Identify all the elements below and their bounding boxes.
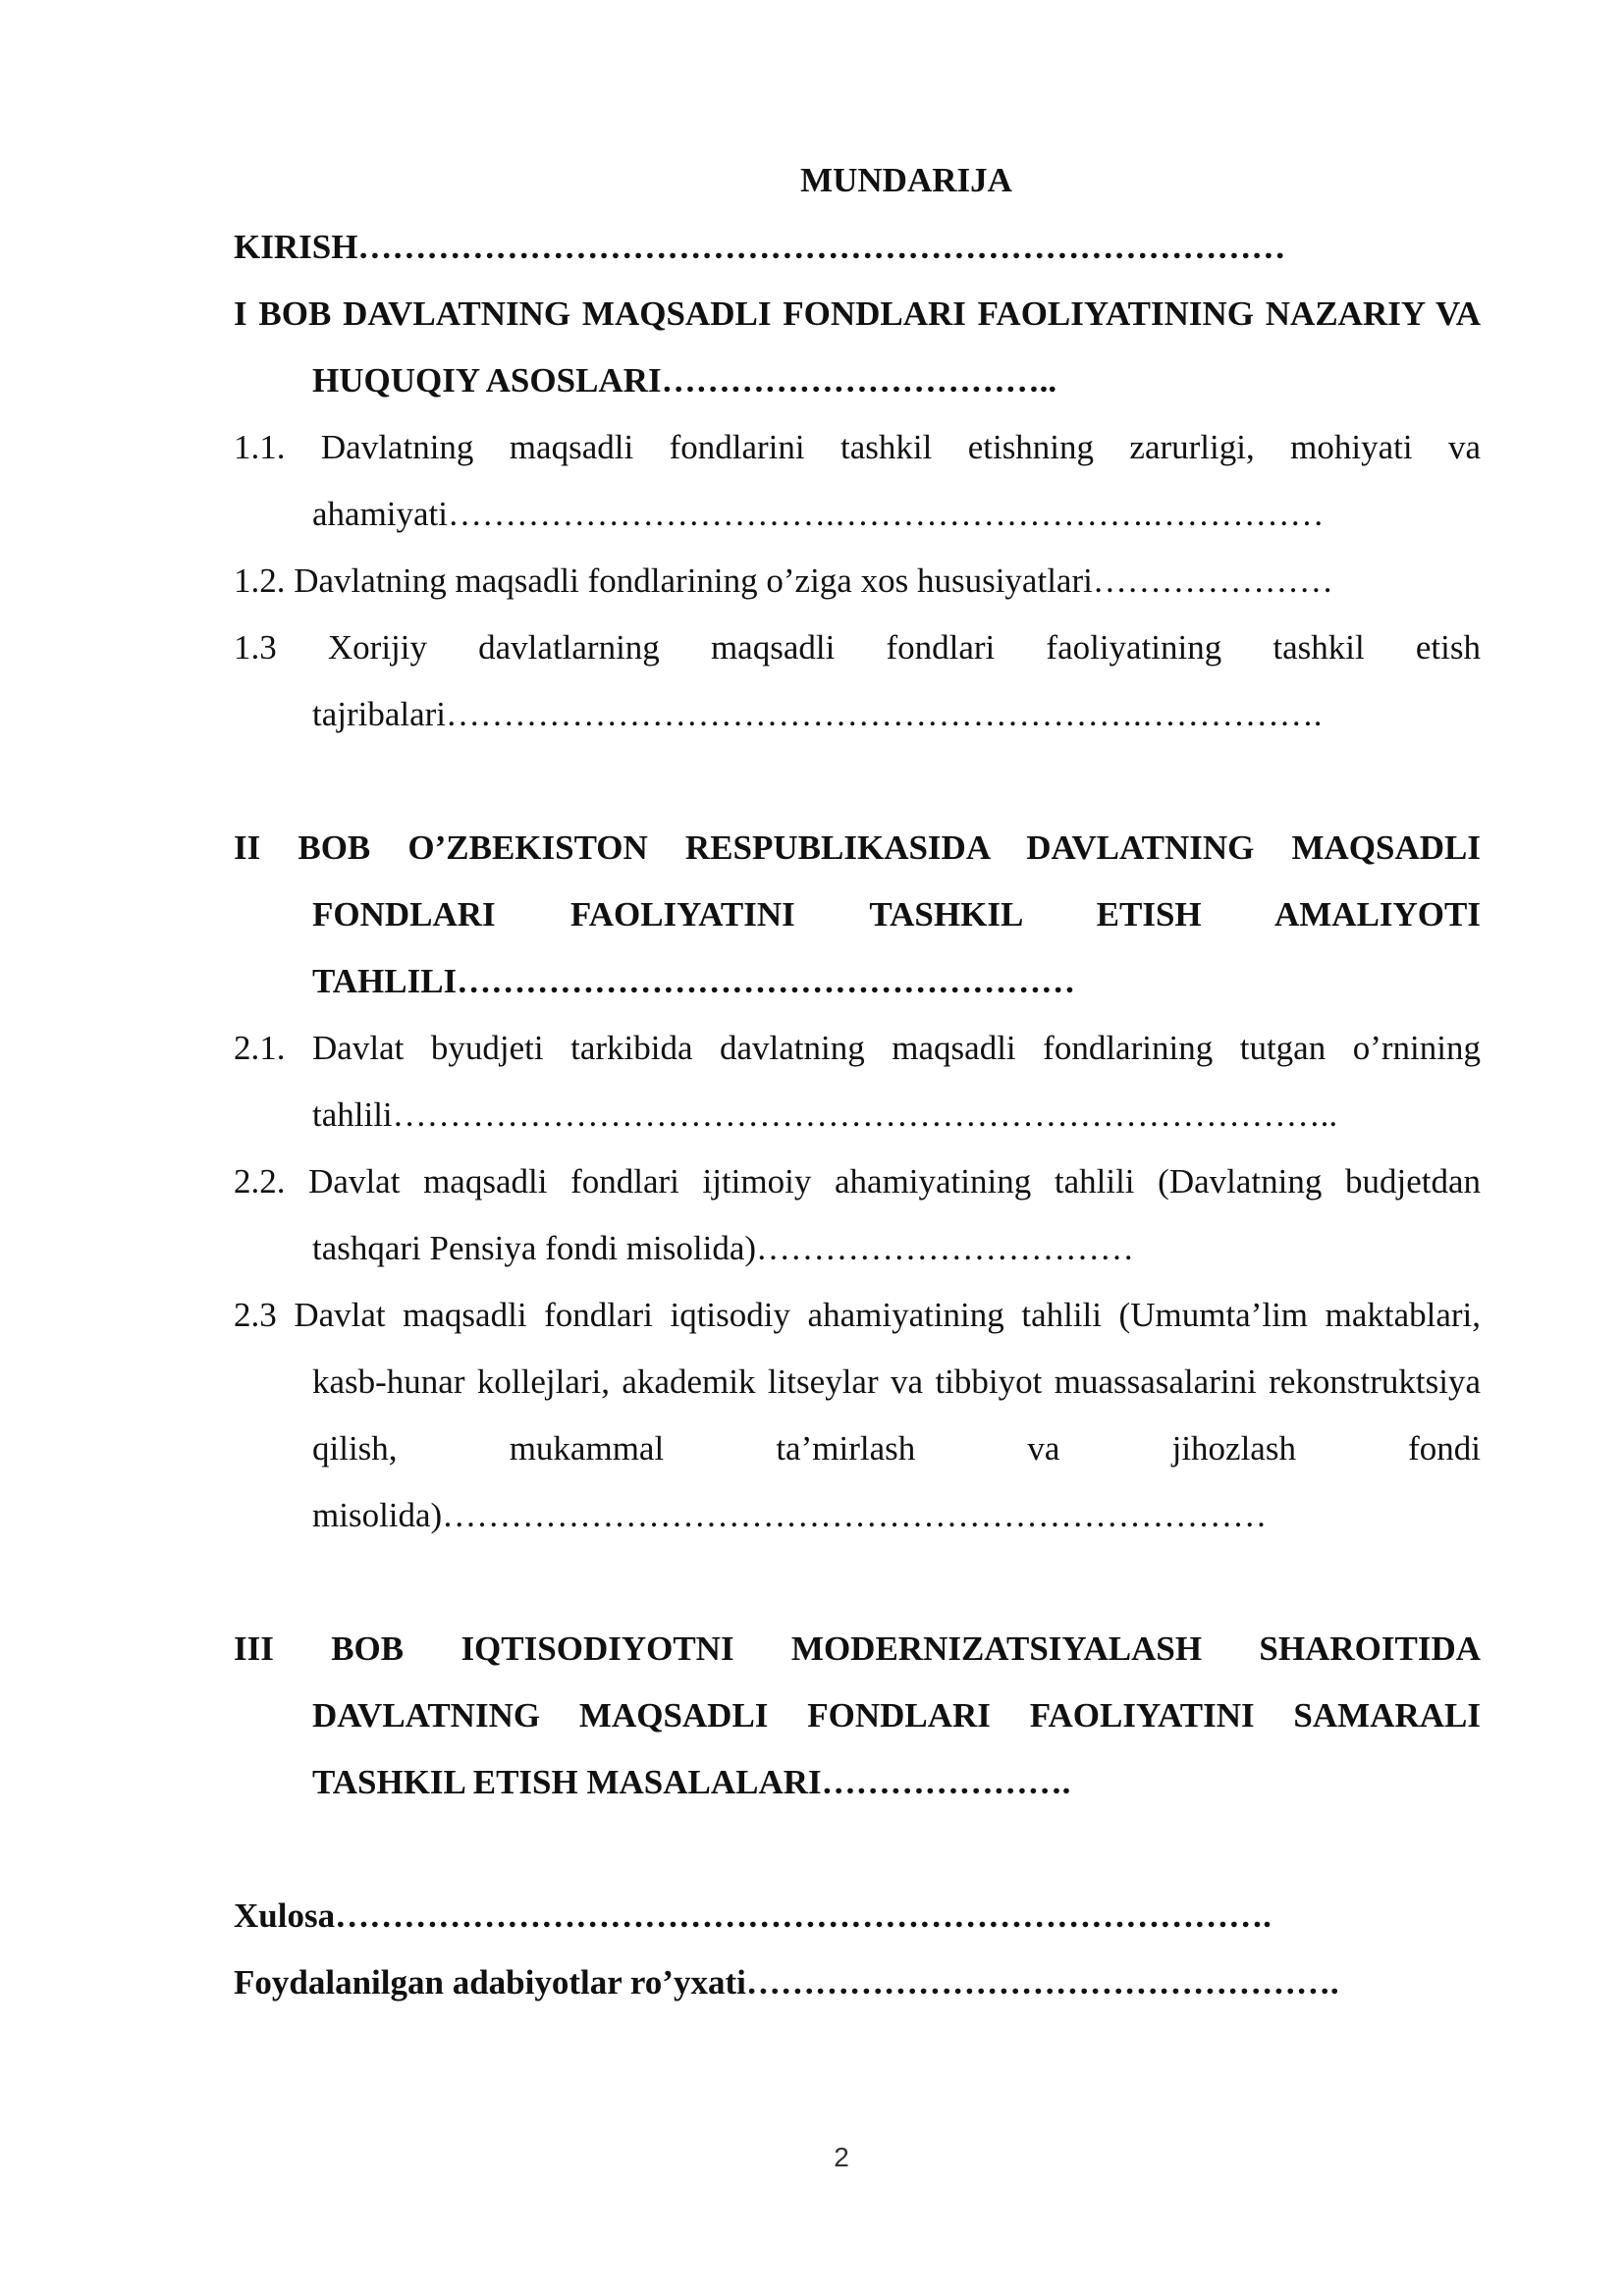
table-of-contents xyxy=(234,147,1481,2016)
section-spacer xyxy=(234,1549,1481,1616)
toc-entry-chapter-1: I BOB DAVLATNING MAQSADLI FONDLARI FAOLIYATINING NAZARIY VA HUQUQIY ASOSLARI…………………………….. xyxy=(234,294,1481,400)
page-number: 2 xyxy=(834,2142,849,2172)
toc-entry-section-1-1: 1.1. Davlatning maqsadli fondlarini tashkil etishning zarurligi, mohiyati va ahamiyati…………………………….……………………….…………… xyxy=(234,428,1481,533)
toc-entry-section-2-2: 2.2. Davlat maqsadli fondlari ijtimoiy ahamiyatining tahlili (Davlatning budjetdan tashqari Pensiya fondi misolida)…………………………… xyxy=(234,1162,1481,1267)
toc-entry-section-1-3: 1.3 Xorijiy davlatlarning maqsadli fondlari faoliyatining tashkil etish tajribalari…………………………………………………….……………. xyxy=(234,628,1481,733)
toc-entry-conclusion: Xulosa………………………………………………………………………. xyxy=(234,1896,1272,1935)
section-spacer xyxy=(234,1816,1481,1883)
toc-entry-bibliography: Foydalanilgan adabiyotlar ro’yxati……………………………………………. xyxy=(234,1963,1339,2002)
toc-title: MUNDARIJA xyxy=(800,161,1012,199)
toc-entry-chapter-3: III BOB IQTISODIYOTNI MODERNIZATSIYALASH SHAROITIDA DAVLATNING MAQSADLI FONDLARI FAOLIYATINI SAMARALI TASHKIL ETISH MASALALARI…………………. xyxy=(234,1629,1481,1801)
toc-entry-chapter-2: II BOB O’ZBEKISTON RESPUBLIKASIDA DAVLATNING MAQSADLI FONDLARI FAOLIYATINI TASHKIL ETISH AMALIYOTI TAHLILI……………………………………………… xyxy=(234,828,1481,1000)
section-spacer xyxy=(234,748,1481,815)
toc-entry-section-2-1: 2.1. Davlat byudjeti tarkibida davlatning maqsadli fondlarining tutgan o’rnining tahlili……………………………………………………………………….. xyxy=(234,1029,1481,1134)
toc-entry-section-2-3: 2.3 Davlat maqsadli fondlari iqtisodiy ahamiyatining tahlili (Umumta’lim maktablari, kasb-hunar kollejlari, akademik litseylar va tibbiyot muassasalarini rekonstruktsiya qilish, mukammal ta’mirlash va jihozlash fondi misolida)……………………………………………………………… xyxy=(234,1296,1481,1534)
toc-entry-section-1-2: 1.2. Davlatning maqsadli fondlarining o’ziga xos hususiyatlari………………… xyxy=(234,561,1333,600)
toc-entry-introduction: KIRISH……………………………………………………………………… xyxy=(234,228,1286,266)
